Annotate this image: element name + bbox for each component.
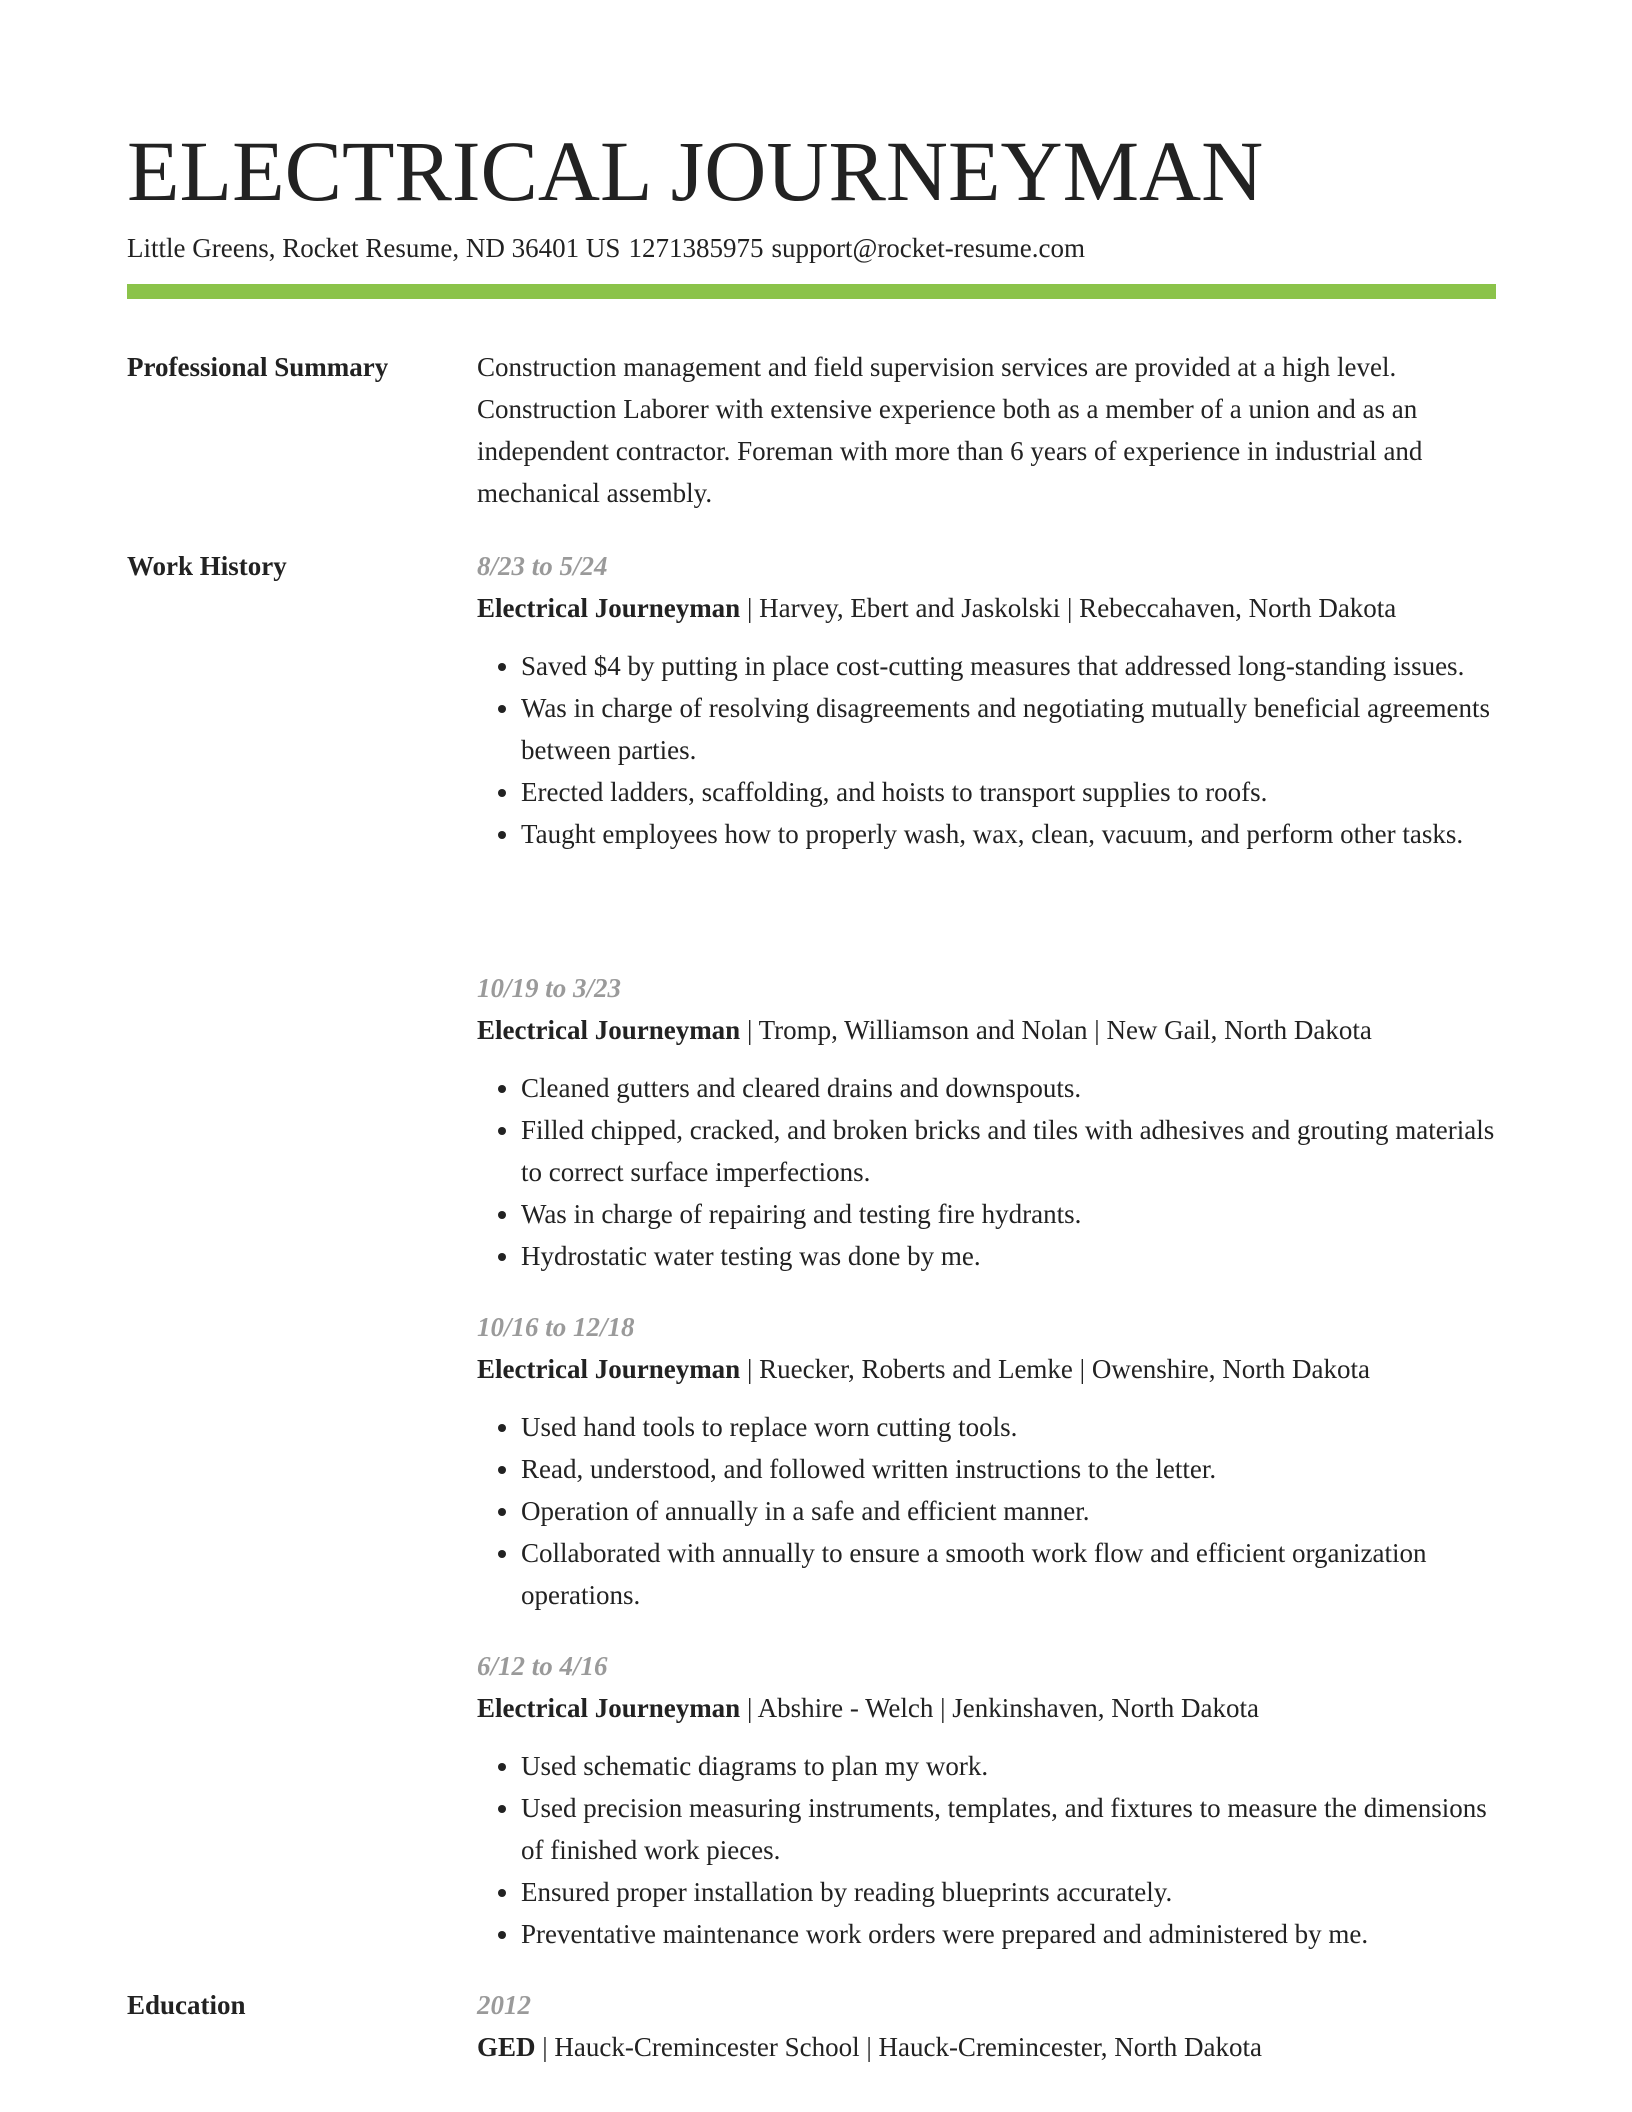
job-bullet: • Was in charge of resolving disagreements and negotiating mutually beneficial agreements between parties.: [521, 687, 1496, 771]
job-bullet: • Saved $4 by putting in place cost-cutting measures that addressed long-standing issues.: [521, 645, 1496, 687]
job-bullet: • Filled chipped, cracked, and broken bricks and tiles with adhesives and grouting materials to correct surface imperfections.: [521, 1109, 1496, 1193]
work-history-label: Work History: [127, 551, 287, 581]
education-date: 2012: [477, 1990, 531, 2020]
education-details: | Hauck-Cremincester School | Hauck-Cremincester, North Dakota: [535, 2032, 1262, 2062]
job-bullet: • Read, understood, and followed written instructions to the letter.: [521, 1448, 1496, 1490]
job-role: [477, 587, 1496, 629]
job-details: | Harvey, Ebert and Jaskolski | Rebeccahaven, North Dakota: [740, 593, 1397, 623]
job-title: Electrical Journeyman: [477, 1015, 741, 1045]
job-bullet: • Hydrostatic water testing was done by me.: [521, 1235, 1496, 1277]
job-dates: 6/12 to 4/16: [477, 1651, 608, 1681]
job-entry: [477, 1645, 1496, 1955]
job-bullets: [477, 1406, 1496, 1616]
job-title: Electrical Journeyman: [477, 1354, 741, 1384]
job-bullet: • Used hand tools to replace worn cutting tools.: [521, 1406, 1496, 1448]
job-entry: [477, 967, 1496, 1277]
education-role: [477, 2026, 1496, 2068]
education-degree: GED: [477, 2032, 536, 2062]
job-dates: 10/19 to 3/23: [477, 973, 622, 1003]
contact-phone: 1271385975: [628, 233, 764, 263]
education-label: Education: [127, 1990, 246, 2020]
job-entry: [477, 1306, 1496, 1616]
job-dates: 10/16 to 12/18: [477, 1312, 635, 1342]
contact-line: [127, 230, 1093, 266]
header-divider: [127, 284, 1496, 299]
job-role: [477, 1687, 1496, 1729]
job-bullet: • Preventative maintenance work orders were prepared and administered by me.: [521, 1913, 1496, 1955]
job-bullet: • Taught employees how to properly wash, wax, clean, vacuum, and perform other tasks.: [521, 813, 1496, 855]
job-details: | Abshire - Welch | Jenkinshaven, North Dakota: [740, 1693, 1259, 1723]
resume-name: ELECTRICAL JOURNEYMAN: [127, 123, 1264, 219]
job-bullet: • Used schematic diagrams to plan my work.: [521, 1745, 1496, 1787]
job-title: Electrical Journeyman: [477, 593, 741, 623]
job-details: | Ruecker, Roberts and Lemke | Owenshire, North Dakota: [740, 1354, 1370, 1384]
job-title: Electrical Journeyman: [477, 1693, 741, 1723]
job-bullets: [477, 1745, 1496, 1955]
job-details: | Tromp, Williamson and Nolan | New Gail, North Dakota: [740, 1015, 1372, 1045]
job-bullet: • Operation of annually in a safe and efficient manner.: [521, 1490, 1496, 1532]
job-bullet: • Was in charge of repairing and testing fire hydrants.: [521, 1193, 1496, 1235]
job-bullets: [477, 1067, 1496, 1277]
job-role: [477, 1009, 1496, 1051]
job-dates: 8/23 to 5/24: [477, 551, 608, 581]
summary-label: Professional Summary: [127, 352, 389, 382]
job-bullet: • Collaborated with annually to ensure a smooth work flow and efficient organization operations.: [521, 1532, 1496, 1616]
contact-address: Little Greens, Rocket Resume, ND 36401 US: [127, 233, 621, 263]
job-role: [477, 1348, 1496, 1390]
summary-text: Construction management and field supervision services are provided at a high level. Construction Laborer with extensive experience both as a member of a union and as an independent contractor. Foreman with more than 6 years of experience in industrial and mechanical assembly.: [477, 352, 1423, 508]
job-entry: [477, 545, 1496, 855]
job-bullet: • Ensured proper installation by reading blueprints accurately.: [521, 1871, 1496, 1913]
job-bullet: • Cleaned gutters and cleared drains and downspouts.: [521, 1067, 1496, 1109]
contact-email: support@rocket-resume.com: [771, 233, 1085, 263]
job-bullet: • Used precision measuring instruments, templates, and fixtures to measure the dimensions of finished work pieces.: [521, 1787, 1496, 1871]
job-bullets: [477, 645, 1496, 855]
job-bullet: • Erected ladders, scaffolding, and hoists to transport supplies to roofs.: [521, 771, 1496, 813]
